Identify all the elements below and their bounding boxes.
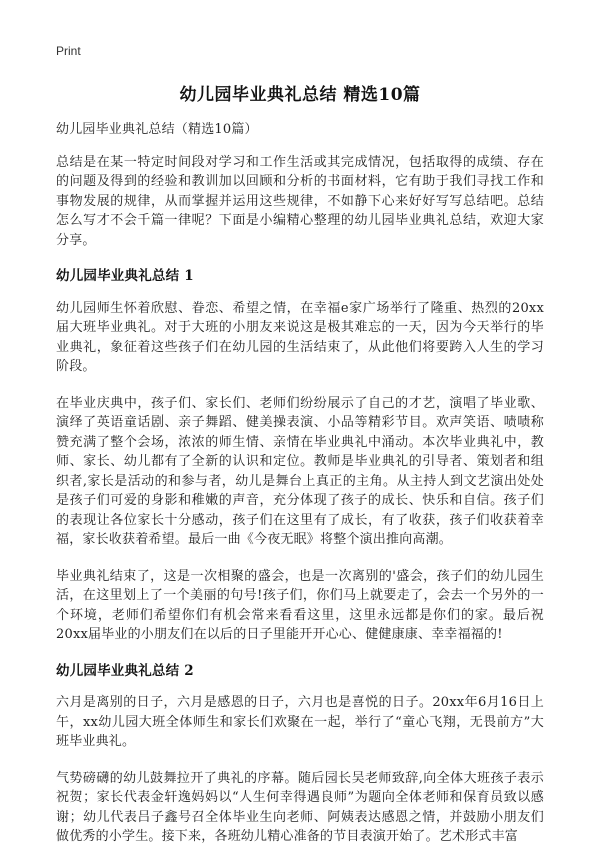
section-1-heading: 幼儿园毕业典礼总结 1 bbox=[56, 268, 194, 284]
section-2-heading: 幼儿园毕业典礼总结 2 bbox=[56, 662, 194, 679]
document-subtitle: 幼儿园毕业典礼总结（精选10篇） bbox=[56, 122, 258, 137]
intro-paragraph: 总结是在某一特定时间段对学习和工作生活或其完成情况，包括取得的成绩、存在的问题及得到的经验和教训加以回顾和分析的书面材料，它有助于我们寻找工作和事物发展的规律，从而掌握并运用这些规律，不如静下心来好好写写总结吧。总结怎么写才不会千篇一律呢？下面是小编精心整理的幼儿园毕业典礼总结，欢迎大家分享。 bbox=[56, 154, 544, 248]
document-body bbox=[56, 120, 544, 864]
section-1-paragraph-2: 在毕业庆典中，孩子们、家长们、老师们纷纷展示了自己的才艺，演唱了毕业歌、演绎了英语童话剧、亲子舞蹈、健美操表演、小品等精彩节目。欢声笑语、啧啧称赞充满了整个会场，浓浓的师生情、亲情在毕业典礼中涌动。本次毕业典礼中，教师、家长、幼儿都有了全新的认识和定位。教师是毕业典礼的引导者、策划者和组织者,家长是活动的和参与者，幼儿是舞台上真正的主角。从主持人到文艺演出处处是孩子们可爱的身影和稚嫩的声音，充分体现了孩子的成长、快乐和自信。孩子们的表现让各位家长十分感动，孩子们在这里有了成长，有了收获，孩子们收获着幸福，家长收获着希望。最后一曲《今夜无眠》将整个演出推向高潮。 bbox=[56, 395, 544, 547]
section-2-paragraph-1: 六月是离别的日子，六月是感恩的日子，六月也是喜悦的日子。20xx年6月16日上午，xx幼儿园大班全体师生和家长们欢聚在一起，举行了“童心飞翔，无畏前方”大班毕业典礼。 bbox=[56, 695, 544, 749]
section-1-paragraph-1: 幼儿园师生怀着欣慰、眷恋、希望之情，在幸福e家广场举行了隆重、热烈的20xx届大班毕业典礼。对于大班的小朋友来说这是极其难忘的一天，因为今天举行的毕业典礼，象征着这些孩子们在幼儿园的生活结束了，从此他们将要跨入人生的学习阶段。 bbox=[56, 300, 544, 374]
section-1-paragraph-3: 毕业典礼结束了，这是一次相聚的盛会，也是一次离别的'盛会，孩子们的幼儿园生活，在这里划上了一个美丽的句号!孩子们，你们马上就要走了，会去一个另外的一个环境，老师们希望你们有机会常来看看这里，这里永远都是你们的家。最后祝20xx届毕业的小朋友们在以后的日子里能开开心心、健健康康、幸幸福福的! bbox=[56, 568, 544, 642]
print-link[interactable]: Print bbox=[56, 44, 81, 58]
section-2-paragraph-2: 气势磅礴的幼儿鼓舞拉开了典礼的序幕。随后园长吴老师致辞,向全体大班孩子表示祝贺；家长代表金轩逸妈妈以“人生何幸得遇良师”为题向全体老师和保育员致以感谢；幼儿代表吕子鑫号召全体毕业生向老师、阿姨表达感恩之情，并鼓励小朋友们做优秀的小学生。接下来，各班幼儿精心准备的节目表演开始了。艺术形式丰富 bbox=[56, 770, 544, 844]
document-title: 幼儿园毕业典礼总结 精选10篇 bbox=[179, 85, 421, 105]
document-page bbox=[56, 0, 544, 844]
